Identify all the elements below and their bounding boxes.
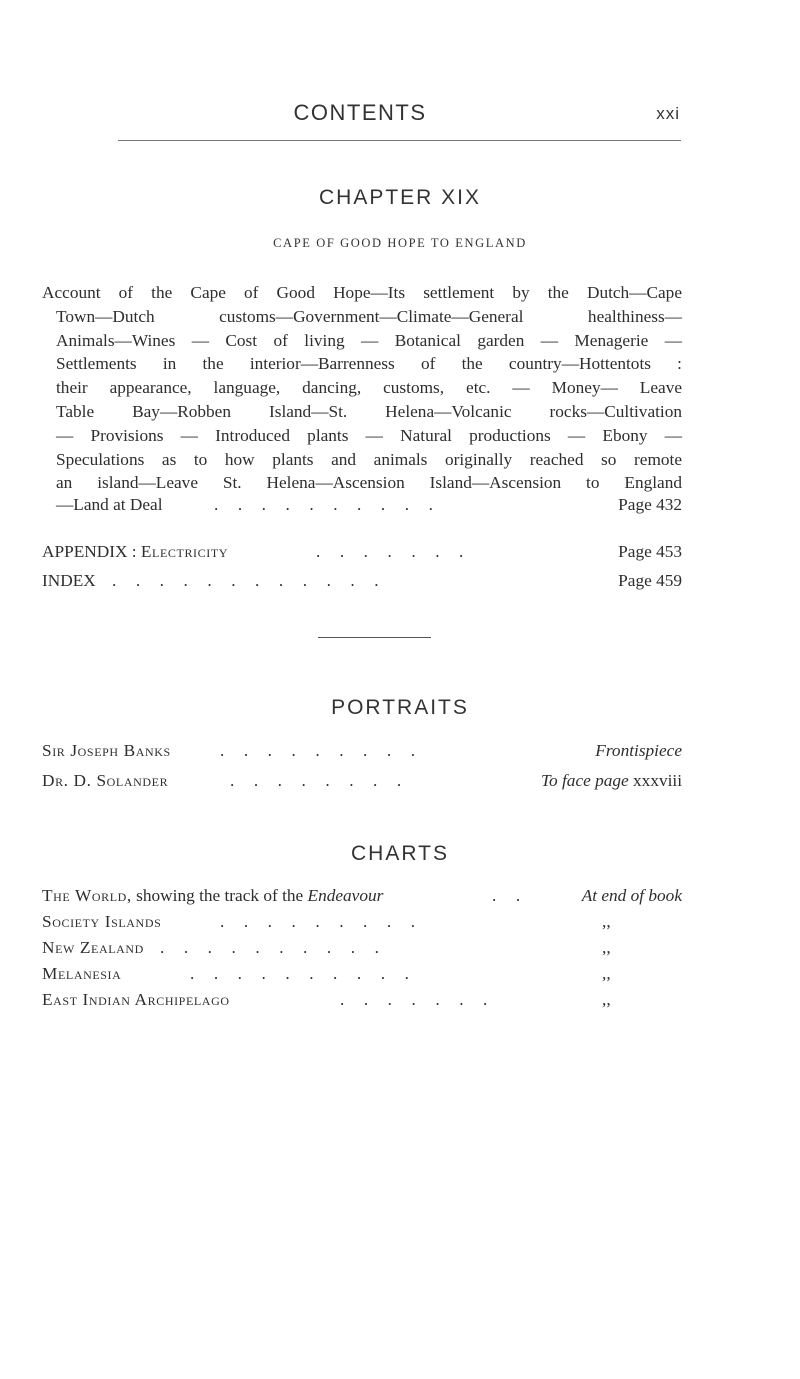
- chart-location: At end of book: [581, 886, 682, 905]
- page-ref: Page 453: [618, 542, 682, 561]
- running-header: [40, 100, 680, 128]
- portrait-location: [541, 771, 682, 791]
- index-label: INDEX: [42, 571, 96, 590]
- leader-dots: . . . . . . .: [316, 542, 471, 561]
- summary-line: — Provisions — Introduced plants — Natural productions — Ebony —: [56, 425, 682, 445]
- chart-name: Melanesia: [42, 964, 122, 983]
- toc-row-chapter-end: [56, 495, 682, 519]
- appendix-label: [42, 542, 228, 562]
- chart-row: [42, 912, 682, 936]
- chart-row: [42, 990, 682, 1014]
- chart-row: [42, 964, 682, 988]
- location-page: xxxviii: [633, 771, 682, 790]
- header-rule: [118, 140, 681, 141]
- summary-line: Town—Dutch customs—Government—Climate—General healthiness—: [56, 306, 682, 326]
- portrait-location: Frontispiece: [595, 741, 682, 760]
- summary-line: Speculations as to how plants and animals originally reached so remote: [56, 449, 682, 469]
- leader-dots: . . . . . . . . .: [220, 912, 423, 931]
- portrait-name: Sir Joseph Banks: [42, 741, 171, 760]
- chart-title: The World,: [42, 886, 132, 905]
- portrait-row: [42, 741, 682, 765]
- chart-name: East Indian Archipelago: [42, 990, 230, 1009]
- charts-title: CHARTS: [351, 842, 449, 865]
- chart-row: [42, 886, 682, 910]
- chart-name: New Zealand: [42, 938, 144, 957]
- chart-name: [42, 886, 383, 906]
- location-text: To face page: [541, 771, 629, 790]
- summary-line: Settlements in the interior—Barrenness of the country—Hottentots :: [56, 354, 682, 374]
- page-number: xxi: [656, 104, 680, 123]
- summary-line: an island—Leave St. Helena—Ascension Island—Ascension to England: [56, 473, 682, 493]
- page-ref: Page 459: [618, 571, 682, 590]
- summary-line: Animals—Wines — Cost of living — Botanical garden — Menagerie —: [56, 330, 682, 350]
- leader-dots: . . . . . . . . .: [220, 741, 423, 760]
- chapter-title: CHAPTER XIX: [318, 186, 482, 209]
- ditto-mark: ,,: [602, 912, 611, 931]
- ditto-mark: ,,: [602, 938, 611, 957]
- portraits-title: PORTRAITS: [331, 696, 469, 719]
- leader-dots: . . . . . . . . . .: [160, 938, 387, 957]
- leader-dots: . .: [492, 886, 528, 905]
- ditto-mark: ,,: [602, 990, 611, 1009]
- summary-line: their appearance, language, dancing, customs, etc. — Money— Leave: [56, 378, 682, 398]
- chart-row: [42, 938, 682, 962]
- section-rule: [318, 637, 431, 638]
- toc-row-index: [42, 571, 682, 595]
- leader-dots: . . . . . . . . . .: [190, 964, 417, 983]
- portrait-name: Dr. D. Solander: [42, 771, 169, 790]
- chapter-subtitle: CAPE OF GOOD HOPE TO ENGLAND: [273, 236, 527, 250]
- appendix-prefix: APPENDIX :: [42, 542, 141, 561]
- chapter-summary: [42, 281, 682, 495]
- summary-line-last: —Land at Deal: [56, 495, 163, 514]
- ship-name: Endeavour: [307, 886, 384, 905]
- summary-line: Table Bay—Robben Island—St. Helena—Volcanic rocks—Cultivation: [56, 401, 682, 421]
- portrait-row: [42, 771, 682, 795]
- chart-name: Society Islands: [42, 912, 162, 931]
- appendix-title: Electricity: [140, 542, 229, 561]
- toc-row-appendix: [42, 542, 682, 566]
- leader-dots: . . . . . . .: [340, 990, 495, 1009]
- ditto-mark: ,,: [602, 964, 611, 983]
- chart-description: showing the track of the: [131, 886, 308, 905]
- page-ref: Page 432: [618, 495, 682, 514]
- leader-dots: . . . . . . . . . . . .: [112, 571, 387, 590]
- running-title: CONTENTS: [293, 100, 427, 125]
- summary-line: Account of the Cape of Good Hope—Its settlement by the Dutch—Cape: [42, 283, 682, 302]
- leader-dots: . . . . . . . . . .: [214, 495, 441, 514]
- leader-dots: . . . . . . . .: [230, 771, 409, 790]
